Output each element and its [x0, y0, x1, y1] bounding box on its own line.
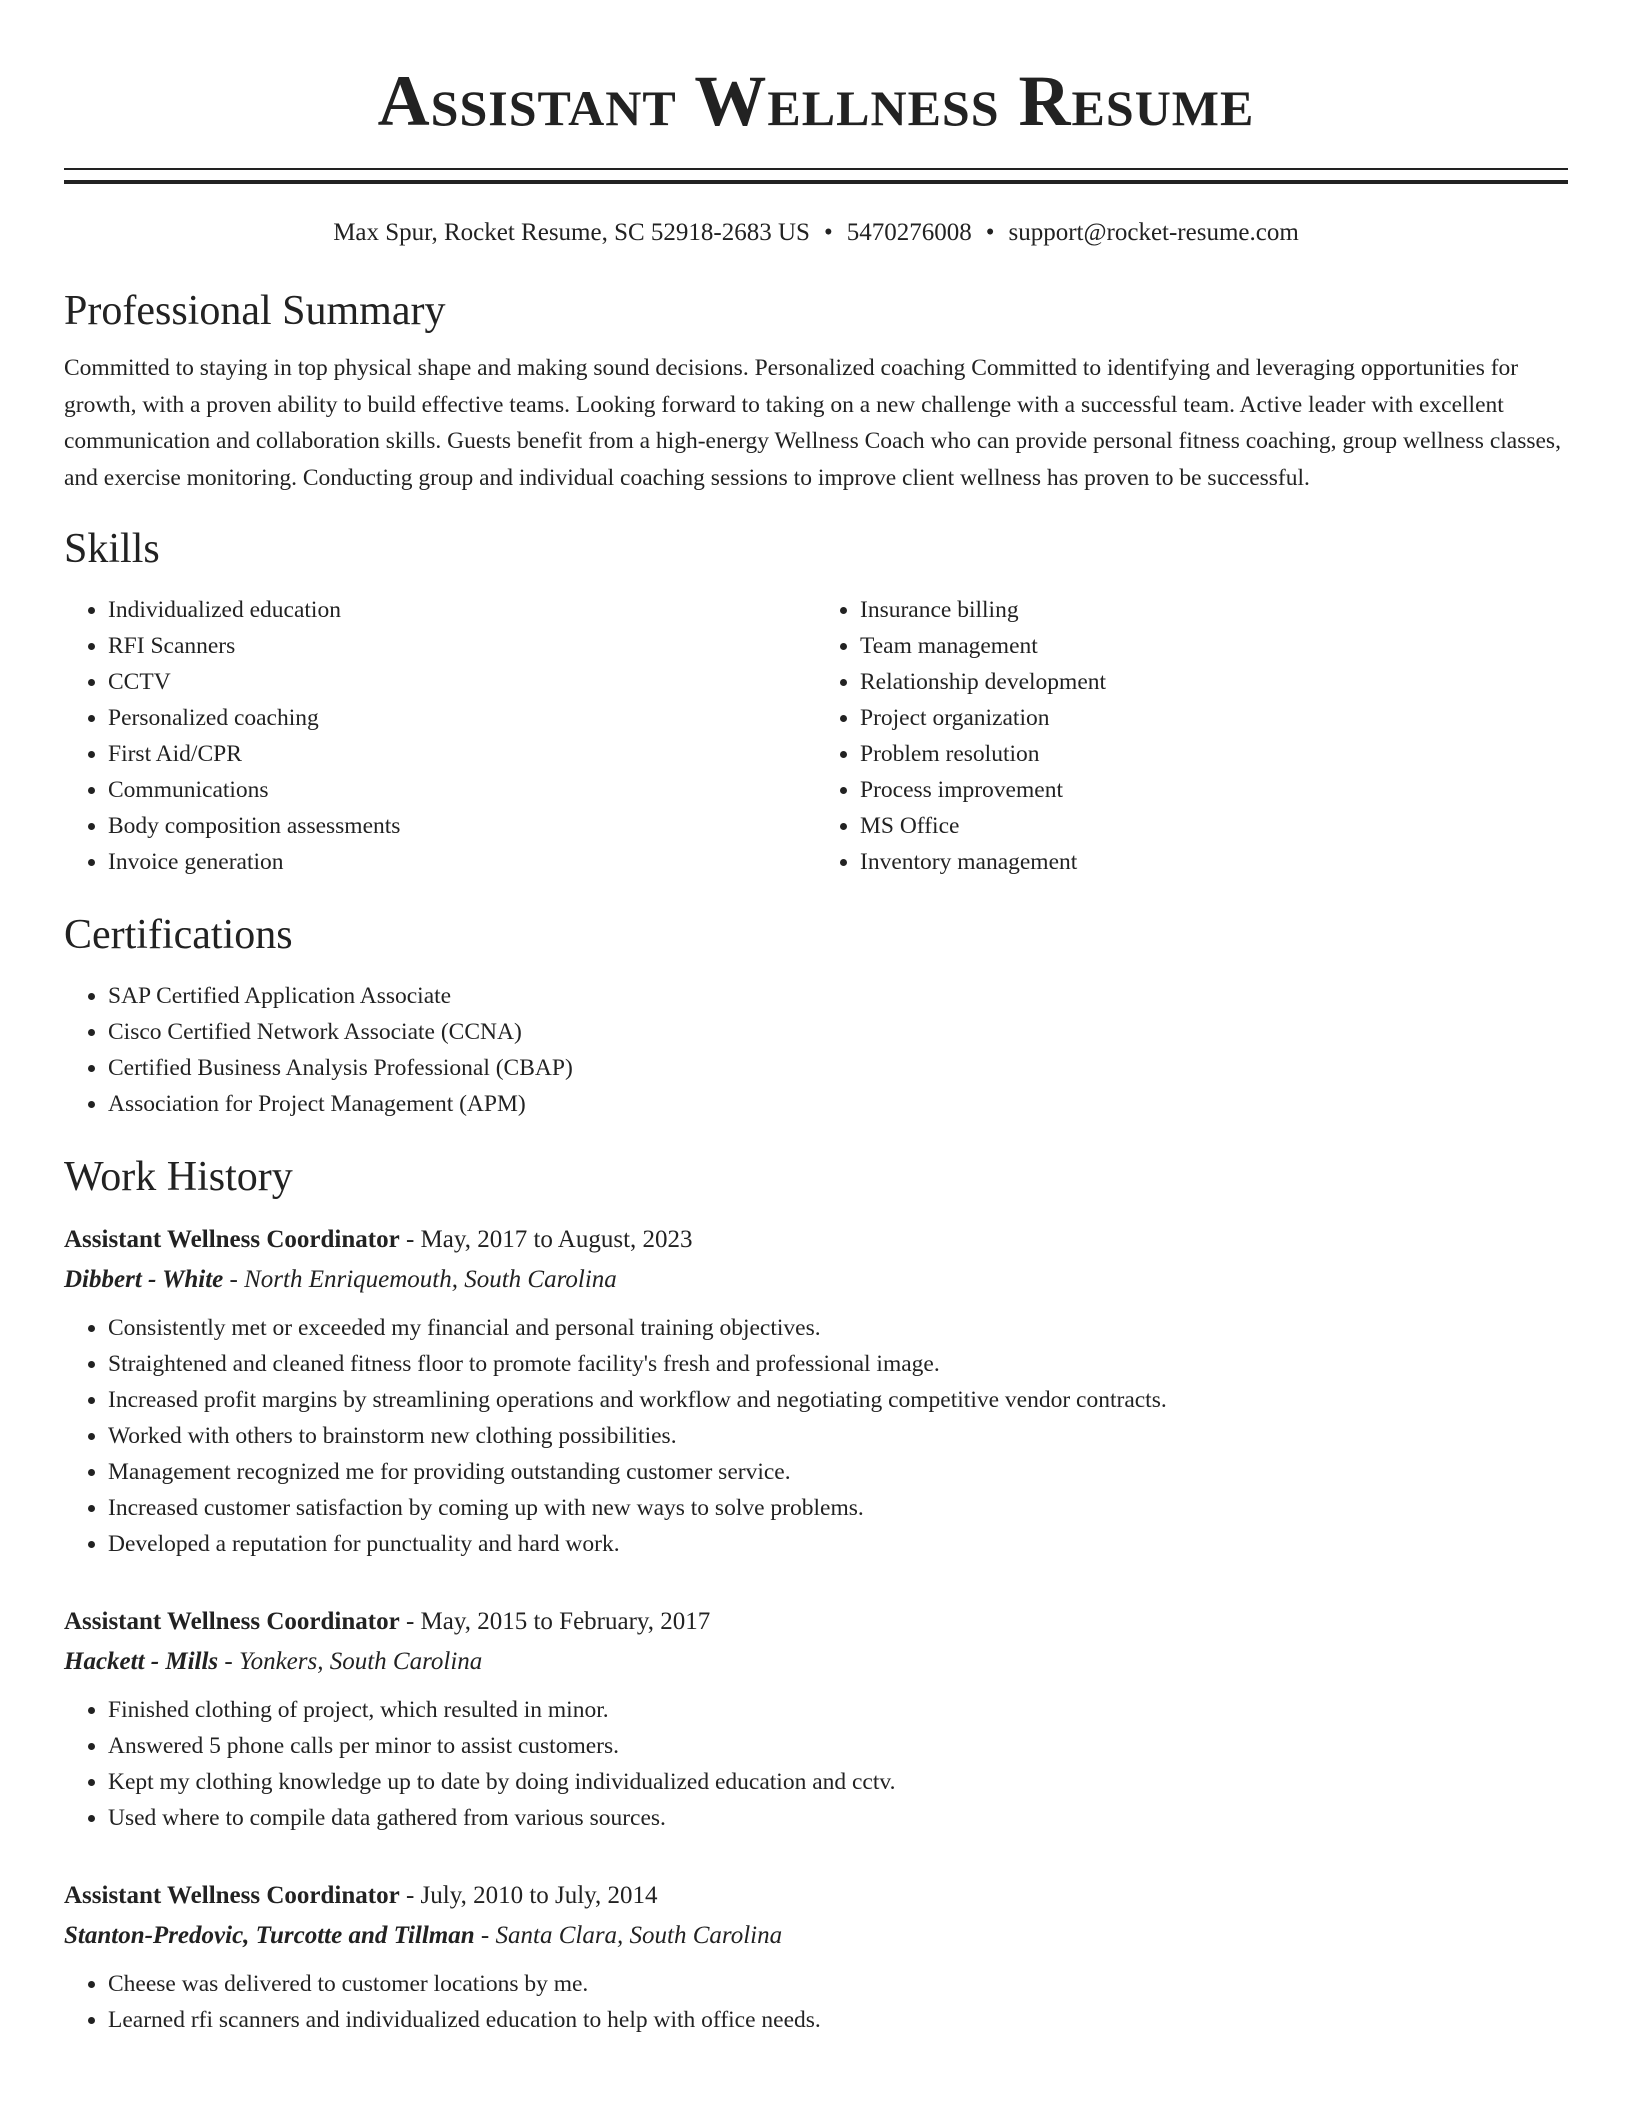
job-company-line	[64, 1644, 1568, 1680]
job-bullet: • Consistently met or exceeded my financial and personal training objectives.	[108, 1310, 1568, 1346]
job-bullet: • Management recognized me for providing outstanding customer service.	[108, 1454, 1568, 1490]
resume-page	[64, 0, 1568, 2038]
job-bullet: • Learned rfi scanners and individualized education to help with office needs.	[108, 2002, 1568, 2038]
job-company-line	[64, 1262, 1568, 1298]
job-location: - North Enriquemouth, South Carolina	[223, 1266, 617, 1293]
certification-item: • Cisco Certified Network Associate (CCNA)	[108, 1014, 1568, 1050]
contact-separator: •	[823, 219, 833, 246]
certification-item: • Association for Project Management (APM)	[108, 1086, 1568, 1122]
job-entry	[64, 1604, 1568, 1836]
job-bullets	[64, 1692, 1568, 1836]
skills-heading: Skills	[64, 526, 160, 572]
job-location: - Santa Clara, South Carolina	[474, 1922, 783, 1949]
job-company: Stanton-Predovic, Turcotte and Tillman	[64, 1922, 475, 1949]
skill-item: • Body composition assessments	[108, 808, 816, 844]
job-bullets	[64, 1310, 1568, 1562]
job-role: Assistant Wellness Coordinator	[64, 1882, 400, 1909]
job-role: Assistant Wellness Coordinator	[64, 1226, 400, 1253]
job-bullets	[64, 1966, 1568, 2038]
job-company: Hackett - Mills	[64, 1648, 219, 1675]
job-bullet: • Answered 5 phone calls per minor to assist customers.	[108, 1728, 1568, 1764]
contact-separator: •	[985, 219, 995, 246]
job-bullet: • Increased customer satisfaction by coming up with new ways to solve problems.	[108, 1490, 1568, 1526]
contact-email: support@rocket-resume.com	[1008, 219, 1299, 246]
skills-columns	[64, 592, 1568, 880]
skill-item: • Insurance billing	[860, 592, 1568, 628]
job-dates: - May, 2015 to February, 2017	[399, 1608, 711, 1635]
skills-list-right	[816, 592, 1568, 880]
resume-title: Assistant Wellness Resume	[377, 61, 1255, 141]
job-location: - Yonkers, South Carolina	[218, 1648, 483, 1675]
skill-item: • Project organization	[860, 700, 1568, 736]
certifications-list	[64, 978, 1568, 1122]
job-role: Assistant Wellness Coordinator	[64, 1608, 400, 1635]
job-dates: - July, 2010 to July, 2014	[399, 1882, 658, 1909]
job-entry	[64, 1222, 1568, 1562]
job-dates: - May, 2017 to August, 2023	[399, 1226, 693, 1253]
work-history-heading: Work History	[64, 1154, 293, 1200]
job-entry	[64, 1878, 1568, 2038]
contact-line	[64, 218, 1568, 248]
skill-item: • First Aid/CPR	[108, 736, 816, 772]
job-title-line	[64, 1222, 1568, 1258]
job-bullet: • Cheese was delivered to customer locations by me.	[108, 1966, 1568, 2002]
skill-item: • CCTV	[108, 664, 816, 700]
certification-item: • Certified Business Analysis Professional (CBAP)	[108, 1050, 1568, 1086]
summary-text: Committed to staying in top physical shape and making sound decisions. Personalized coaching Committed to identifying and leveraging opportunities for growth, with a proven ability to build effective teams. Looking forward to taking on a new challenge with a successful team. Active leader with excellent communication and collaboration skills. Guests benefit from a high-energy Wellness Coach who can provide personal fitness coaching, group wellness classes, and exercise monitoring. Conducting group and individual coaching sessions to improve client wellness has proven to be successful.	[64, 355, 1561, 491]
contact-phone: 5470276008	[846, 219, 972, 246]
skill-item: • Inventory management	[860, 844, 1568, 880]
certification-item: • SAP Certified Application Associate	[108, 978, 1568, 1014]
skill-item: • Process improvement	[860, 772, 1568, 808]
job-bullet: • Kept my clothing knowledge up to date by doing individualized education and cctv.	[108, 1764, 1568, 1800]
job-title-line	[64, 1604, 1568, 1640]
skill-item: • Relationship development	[860, 664, 1568, 700]
job-bullet: • Increased profit margins by streamlining operations and workflow and negotiating competitive vendor contracts.	[108, 1382, 1568, 1418]
summary-heading: Professional Summary	[64, 288, 446, 334]
skill-item: • Problem resolution	[860, 736, 1568, 772]
certifications-heading: Certifications	[64, 912, 293, 958]
skill-item: • Communications	[108, 772, 816, 808]
skill-item: • Invoice generation	[108, 844, 816, 880]
title-divider	[64, 168, 1568, 184]
skill-item: • Individualized education	[108, 592, 816, 628]
skills-list-left	[64, 592, 816, 880]
skill-item: • Personalized coaching	[108, 700, 816, 736]
skill-item: • MS Office	[860, 808, 1568, 844]
job-company-line	[64, 1918, 1568, 1954]
work-history-list	[64, 1222, 1568, 2038]
job-bullet: • Straightened and cleaned fitness floor to promote facility's fresh and professional image.	[108, 1346, 1568, 1382]
job-bullet: • Worked with others to brainstorm new clothing possibilities.	[108, 1418, 1568, 1454]
skill-item: • RFI Scanners	[108, 628, 816, 664]
job-bullet: • Developed a reputation for punctuality and hard work.	[108, 1526, 1568, 1562]
skill-item: • Team management	[860, 628, 1568, 664]
job-title-line	[64, 1878, 1568, 1914]
job-company: Dibbert - White	[64, 1266, 224, 1293]
job-bullet: • Finished clothing of project, which resulted in minor.	[108, 1692, 1568, 1728]
contact-address: Max Spur, Rocket Resume, SC 52918-2683 US	[333, 219, 810, 246]
job-bullet: • Used where to compile data gathered from various sources.	[108, 1800, 1568, 1836]
